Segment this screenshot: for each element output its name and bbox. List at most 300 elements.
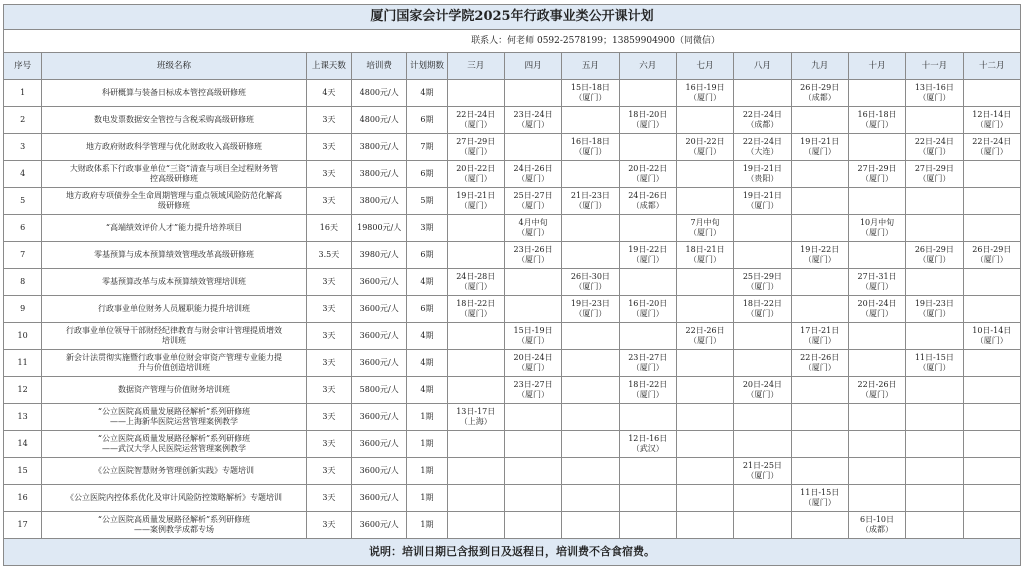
month-cell xyxy=(676,107,733,134)
column-header: 上课天数 xyxy=(306,53,351,80)
class-name xyxy=(42,485,307,512)
month-cell xyxy=(504,350,561,377)
session-date: 26日-29日 xyxy=(914,245,954,254)
class-days: 3天 xyxy=(306,269,351,296)
month-cell xyxy=(734,485,791,512)
month-cell xyxy=(848,215,905,242)
class-name-line: 控高级研修班 xyxy=(149,174,198,183)
month-cell xyxy=(619,512,676,539)
class-name-line: 《公立医院内控体系优化及审计风险防控策略解析》专题培训 xyxy=(65,493,282,502)
session-location: （厦门） xyxy=(918,363,951,372)
page-title: 厦门国家会计学院2025年行政事业类公开课计划 xyxy=(3,4,1021,30)
month-cell xyxy=(848,458,905,485)
month-cell xyxy=(447,296,504,323)
table-row xyxy=(4,215,1021,242)
month-cell xyxy=(504,485,561,512)
column-header: 六月 xyxy=(619,53,676,80)
session-location: （厦门） xyxy=(574,93,607,102)
session-date: 4月中旬 xyxy=(518,218,548,227)
column-header: 十二月 xyxy=(963,53,1020,80)
plan-periods: 4期 xyxy=(407,350,447,377)
training-fee: 3600元/人 xyxy=(352,431,407,458)
month-cell xyxy=(963,485,1020,512)
month-cell xyxy=(848,512,905,539)
month-cell xyxy=(562,512,619,539)
table-row xyxy=(4,512,1021,539)
month-cell xyxy=(791,134,848,161)
class-days: 3.5天 xyxy=(306,242,351,269)
month-cell xyxy=(504,377,561,404)
class-name-line: 科研概算与装备日标成本管控高级研修班 xyxy=(101,88,246,97)
session-location: （厦门） xyxy=(517,228,550,237)
class-days: 3天 xyxy=(306,512,351,539)
session-date: 20日-24日 xyxy=(857,299,897,308)
month-cell xyxy=(447,404,504,431)
row-number: 15 xyxy=(4,458,42,485)
session-location: （厦门） xyxy=(861,309,894,318)
training-fee: 3800元/人 xyxy=(352,161,407,188)
row-number: 12 xyxy=(4,377,42,404)
month-cell xyxy=(848,80,905,107)
session-location: （成都） xyxy=(746,120,779,129)
class-name xyxy=(42,512,307,539)
session-location: （厦门） xyxy=(459,147,492,156)
session-date: 19日-21日 xyxy=(800,137,840,146)
month-cell xyxy=(447,161,504,188)
month-cell xyxy=(734,188,791,215)
class-name xyxy=(42,269,307,296)
month-cell xyxy=(562,458,619,485)
row-number: 8 xyxy=(4,269,42,296)
month-cell xyxy=(676,161,733,188)
month-cell xyxy=(848,107,905,134)
month-cell xyxy=(906,404,963,431)
training-fee: 4800元/人 xyxy=(352,80,407,107)
class-name xyxy=(42,242,307,269)
session-date: 16日-18日 xyxy=(857,110,897,119)
session-date: 19日-21日 xyxy=(456,191,496,200)
session-location: （厦门） xyxy=(803,255,836,264)
month-cell xyxy=(504,107,561,134)
class-days: 4天 xyxy=(306,80,351,107)
training-fee: 3600元/人 xyxy=(352,350,407,377)
month-cell xyxy=(791,323,848,350)
month-cell xyxy=(447,485,504,512)
session-date: 21日-23日 xyxy=(570,191,610,200)
month-cell xyxy=(562,431,619,458)
month-cell xyxy=(734,242,791,269)
month-cell xyxy=(447,512,504,539)
month-cell xyxy=(676,431,733,458)
session-date: 19日-22日 xyxy=(628,245,668,254)
row-number: 9 xyxy=(4,296,42,323)
month-cell xyxy=(504,80,561,107)
month-cell xyxy=(906,215,963,242)
month-cell xyxy=(848,188,905,215)
session-date: 12日-16日 xyxy=(628,434,668,443)
session-location: （厦门） xyxy=(918,255,951,264)
month-cell xyxy=(447,215,504,242)
session-date: 26日-29日 xyxy=(972,245,1012,254)
row-number: 17 xyxy=(4,512,42,539)
session-date: 22日-26日 xyxy=(857,380,897,389)
month-cell xyxy=(963,296,1020,323)
class-days: 16天 xyxy=(306,215,351,242)
month-cell xyxy=(676,269,733,296)
plan-periods: 6期 xyxy=(407,161,447,188)
session-location: （厦门） xyxy=(746,309,779,318)
row-number: 3 xyxy=(4,134,42,161)
table-body xyxy=(4,80,1021,539)
month-cell xyxy=(791,458,848,485)
month-cell xyxy=(906,296,963,323)
class-name xyxy=(42,134,307,161)
month-cell xyxy=(619,80,676,107)
month-cell xyxy=(562,188,619,215)
class-name xyxy=(42,458,307,485)
table-row xyxy=(4,107,1021,134)
session-location: （成都） xyxy=(631,201,664,210)
session-date: 16日-20日 xyxy=(628,299,668,308)
session-location: （厦门） xyxy=(689,336,722,345)
month-cell xyxy=(963,323,1020,350)
class-name-line: 新会计法贯彻实施暨行政事业单位财会审资产管理专业能力提 xyxy=(65,353,282,362)
session-location: （贵阳） xyxy=(746,174,779,183)
month-cell xyxy=(676,242,733,269)
session-date: 22日-24日 xyxy=(972,137,1012,146)
session-date: 10月中旬 xyxy=(859,218,895,227)
class-name-line: “公立医院高质量发展路径解析”系列研修班 xyxy=(97,407,251,416)
table-row xyxy=(4,188,1021,215)
session-date: 21日-25日 xyxy=(742,461,782,470)
month-cell xyxy=(734,458,791,485)
session-date: 23日-27日 xyxy=(628,353,668,362)
class-name-line: “高端绩效评价人才”能力提升培养项目 xyxy=(105,223,243,232)
class-name-line: 地方政府财政科学管理与优化财政收入高级研修班 xyxy=(85,142,262,151)
session-location: （厦门） xyxy=(459,174,492,183)
month-cell xyxy=(906,80,963,107)
class-days: 3天 xyxy=(306,350,351,377)
table-row xyxy=(4,161,1021,188)
session-location: （成都） xyxy=(803,93,836,102)
month-cell xyxy=(963,188,1020,215)
session-date: 18日-22日 xyxy=(628,380,668,389)
session-date: 19日-22日 xyxy=(800,245,840,254)
month-cell xyxy=(504,323,561,350)
month-cell xyxy=(791,107,848,134)
session-date: 27日-29日 xyxy=(914,164,954,173)
row-number: 5 xyxy=(4,188,42,215)
class-days: 3天 xyxy=(306,404,351,431)
training-fee: 3800元/人 xyxy=(352,134,407,161)
class-name-line: 升与价值创造培训班 xyxy=(137,363,210,372)
month-cell xyxy=(906,350,963,377)
session-date: 16日-19日 xyxy=(685,83,725,92)
class-name xyxy=(42,296,307,323)
month-cell xyxy=(676,377,733,404)
plan-periods: 6期 xyxy=(407,242,447,269)
session-location: （厦门） xyxy=(631,174,664,183)
table-row xyxy=(4,377,1021,404)
month-cell xyxy=(504,512,561,539)
training-fee: 3600元/人 xyxy=(352,269,407,296)
class-name-line: ——上海新华医院运营管理案例教学 xyxy=(109,417,238,426)
month-cell xyxy=(619,269,676,296)
class-name-line: 数据资产管理与价值财务培训班 xyxy=(117,385,230,394)
training-fee: 3800元/人 xyxy=(352,188,407,215)
session-date: 20日-24日 xyxy=(742,380,782,389)
session-date: 19日-23日 xyxy=(570,299,610,308)
row-number: 6 xyxy=(4,215,42,242)
month-cell xyxy=(963,215,1020,242)
month-cell xyxy=(619,323,676,350)
month-cell xyxy=(734,269,791,296)
table-row xyxy=(4,242,1021,269)
plan-periods: 7期 xyxy=(407,134,447,161)
session-date: 7月中旬 xyxy=(690,218,720,227)
month-cell xyxy=(848,161,905,188)
month-cell xyxy=(848,134,905,161)
month-cell xyxy=(734,80,791,107)
session-date: 26日-30日 xyxy=(570,272,610,281)
class-name-line: 级研修班 xyxy=(157,201,190,210)
column-header: 九月 xyxy=(791,53,848,80)
session-date: 17日-21日 xyxy=(800,326,840,335)
month-cell xyxy=(447,188,504,215)
session-date: 19日-21日 xyxy=(742,164,782,173)
month-cell xyxy=(963,107,1020,134)
session-date: 26日-29日 xyxy=(800,83,840,92)
plan-periods: 4期 xyxy=(407,323,447,350)
session-date: 19日-23日 xyxy=(914,299,954,308)
month-cell xyxy=(562,404,619,431)
footer-note: 说明：培训日期已含报到日及返程日，培训费不含食宿费。 xyxy=(3,539,1021,566)
month-cell xyxy=(447,269,504,296)
session-location: （厦门） xyxy=(517,390,550,399)
column-header: 四月 xyxy=(504,53,561,80)
month-cell xyxy=(734,512,791,539)
training-fee: 3980元/人 xyxy=(352,242,407,269)
session-location: （厦门） xyxy=(746,201,779,210)
class-name xyxy=(42,431,307,458)
class-name xyxy=(42,404,307,431)
session-date: 22日-26日 xyxy=(685,326,725,335)
row-number: 2 xyxy=(4,107,42,134)
class-days: 3天 xyxy=(306,431,351,458)
table-row xyxy=(4,323,1021,350)
month-cell xyxy=(619,431,676,458)
month-cell xyxy=(734,134,791,161)
month-cell xyxy=(963,431,1020,458)
session-location: （厦门） xyxy=(574,309,607,318)
training-fee: 3600元/人 xyxy=(352,512,407,539)
month-cell xyxy=(906,458,963,485)
month-cell xyxy=(848,350,905,377)
month-cell xyxy=(734,296,791,323)
session-date: 27日-29日 xyxy=(857,164,897,173)
session-date: 16日-18日 xyxy=(570,137,610,146)
session-location: （厦门） xyxy=(746,282,779,291)
session-date: 22日-24日 xyxy=(742,110,782,119)
month-cell xyxy=(791,485,848,512)
month-cell xyxy=(447,242,504,269)
session-date: 23日-26日 xyxy=(513,245,553,254)
session-date: 12日-14日 xyxy=(972,110,1012,119)
month-cell xyxy=(791,431,848,458)
session-location: （厦门） xyxy=(631,390,664,399)
month-cell xyxy=(447,107,504,134)
month-cell xyxy=(791,188,848,215)
session-location: （厦门） xyxy=(861,282,894,291)
session-location: （厦门） xyxy=(517,363,550,372)
session-date: 15日-19日 xyxy=(513,326,553,335)
month-cell xyxy=(447,377,504,404)
table-row xyxy=(4,80,1021,107)
class-name-line: 培训班 xyxy=(161,336,186,345)
session-location: （厦门） xyxy=(975,336,1008,345)
session-date: 18日-22日 xyxy=(742,299,782,308)
month-cell xyxy=(504,404,561,431)
month-cell xyxy=(562,242,619,269)
session-location: （厦门） xyxy=(631,255,664,264)
month-cell xyxy=(619,134,676,161)
session-date: 22日-26日 xyxy=(800,353,840,362)
class-days: 3天 xyxy=(306,296,351,323)
class-name-line: 行政事业单位领导干部财经纪律教育与财会审计管理提质增效 xyxy=(65,326,282,335)
month-cell xyxy=(906,107,963,134)
session-location: （成都） xyxy=(861,525,894,534)
month-cell xyxy=(447,134,504,161)
month-cell xyxy=(791,242,848,269)
session-location: （厦门） xyxy=(459,282,492,291)
column-header: 计划期数 xyxy=(407,53,447,80)
plan-periods: 1期 xyxy=(407,431,447,458)
month-cell xyxy=(562,485,619,512)
plan-periods: 1期 xyxy=(407,458,447,485)
month-cell xyxy=(906,431,963,458)
month-cell xyxy=(963,242,1020,269)
row-number: 11 xyxy=(4,350,42,377)
month-cell xyxy=(963,377,1020,404)
month-cell xyxy=(906,134,963,161)
session-location: （厦门） xyxy=(746,390,779,399)
session-date: 20日-22日 xyxy=(685,137,725,146)
class-days: 3天 xyxy=(306,188,351,215)
table-row xyxy=(4,485,1021,512)
training-fee: 3600元/人 xyxy=(352,323,407,350)
class-days: 3天 xyxy=(306,485,351,512)
month-cell xyxy=(676,485,733,512)
month-cell xyxy=(447,458,504,485)
class-days: 3天 xyxy=(306,458,351,485)
month-cell xyxy=(734,161,791,188)
session-location: （厦门） xyxy=(517,255,550,264)
row-number: 16 xyxy=(4,485,42,512)
schedule-table xyxy=(3,52,1021,539)
class-name-line: 《公立医院智慧财务管理创新实践》专题培训 xyxy=(93,466,254,475)
month-cell xyxy=(504,242,561,269)
month-cell xyxy=(447,431,504,458)
session-date: 22日-24日 xyxy=(742,137,782,146)
class-days: 3天 xyxy=(306,377,351,404)
month-cell xyxy=(676,296,733,323)
table-row xyxy=(4,134,1021,161)
session-date: 18日-21日 xyxy=(685,245,725,254)
month-cell xyxy=(963,80,1020,107)
session-date: 20日-22日 xyxy=(456,164,496,173)
month-cell xyxy=(619,296,676,323)
session-location: （厦门） xyxy=(517,336,550,345)
session-location: （厦门） xyxy=(918,147,951,156)
session-location: （厦门） xyxy=(517,201,550,210)
month-cell xyxy=(562,215,619,242)
contact-info: 联系人：何老师 0592-2578199；13859904900（同微信） xyxy=(3,30,1021,52)
month-cell xyxy=(848,377,905,404)
training-fee: 3600元/人 xyxy=(352,458,407,485)
table-row xyxy=(4,296,1021,323)
session-location: （厦门） xyxy=(975,120,1008,129)
session-date: 18日-22日 xyxy=(456,299,496,308)
session-date: 22日-24日 xyxy=(914,137,954,146)
session-date: 22日-24日 xyxy=(456,110,496,119)
month-cell xyxy=(791,80,848,107)
class-name xyxy=(42,377,307,404)
month-cell xyxy=(562,350,619,377)
month-cell xyxy=(963,161,1020,188)
class-name xyxy=(42,161,307,188)
class-name-line: 地方政府专项债券全生命周期管理与重点领域风险防范化解高 xyxy=(65,191,282,200)
month-cell xyxy=(562,134,619,161)
month-cell xyxy=(504,269,561,296)
class-name-line: 行政事业单位财务人员履职能力提升培训班 xyxy=(97,304,250,313)
session-location: （厦门） xyxy=(631,363,664,372)
header-row xyxy=(4,53,1021,80)
row-number: 4 xyxy=(4,161,42,188)
table-row xyxy=(4,458,1021,485)
month-cell xyxy=(734,107,791,134)
month-cell xyxy=(676,512,733,539)
session-location: （厦门） xyxy=(631,309,664,318)
month-cell xyxy=(848,296,905,323)
session-date: 20日-22日 xyxy=(628,164,668,173)
month-cell xyxy=(504,431,561,458)
session-date: 25日-29日 xyxy=(742,272,782,281)
training-fee: 4800元/人 xyxy=(352,107,407,134)
month-cell xyxy=(504,215,561,242)
class-name xyxy=(42,215,307,242)
month-cell xyxy=(619,458,676,485)
session-location: （厦门） xyxy=(459,120,492,129)
column-header: 十月 xyxy=(848,53,905,80)
month-cell xyxy=(562,107,619,134)
session-date: 24日-26日 xyxy=(628,191,668,200)
session-date: 23日-24日 xyxy=(513,110,553,119)
month-cell xyxy=(447,80,504,107)
month-cell xyxy=(906,242,963,269)
table-row xyxy=(4,404,1021,431)
session-date: 19日-21日 xyxy=(742,191,782,200)
session-date: 11日-15日 xyxy=(800,488,840,497)
column-header: 培训费 xyxy=(352,53,407,80)
month-cell xyxy=(619,485,676,512)
session-location: （厦门） xyxy=(803,363,836,372)
month-cell xyxy=(963,512,1020,539)
session-location: （厦门） xyxy=(918,93,951,102)
row-number: 1 xyxy=(4,80,42,107)
month-cell xyxy=(504,134,561,161)
session-location: （厦门） xyxy=(861,174,894,183)
session-location: （厦门） xyxy=(746,471,779,480)
